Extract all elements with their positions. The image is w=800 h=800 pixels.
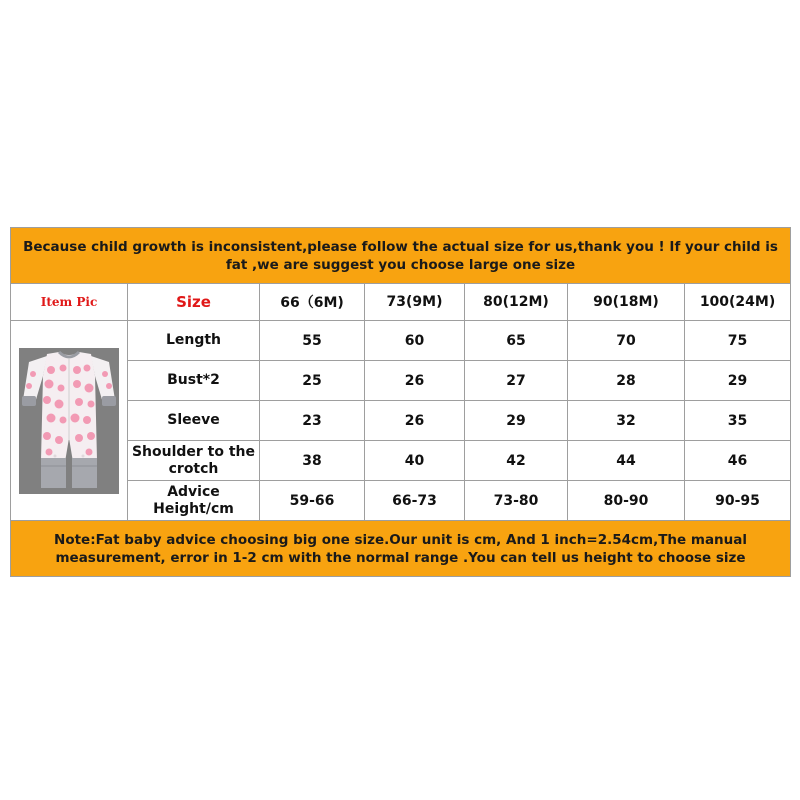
table-cell: 75 bbox=[685, 321, 791, 361]
bottom-note-banner: Note:Fat baby advice choosing big one size.Our unit is cm, And 1 inch=2.54cm,The manual measurement, error in 1-2 cm with the normal range .You can tell us height to choose size bbox=[11, 521, 791, 577]
table-row bbox=[11, 481, 791, 521]
table-cell: 25 bbox=[260, 361, 365, 401]
size-label: Size bbox=[128, 284, 260, 321]
row-label: Advice Height/cm bbox=[128, 481, 260, 521]
product-image-cell bbox=[11, 321, 128, 521]
table-cell: 42 bbox=[465, 441, 568, 481]
row-label: Sleeve bbox=[128, 401, 260, 441]
size-header-2: 73(9M) bbox=[365, 284, 465, 321]
table-row bbox=[11, 441, 791, 481]
size-chart-table bbox=[10, 227, 791, 577]
size-header-4: 90(18M) bbox=[568, 284, 685, 321]
table-cell: 27 bbox=[465, 361, 568, 401]
size-header-1: 66（6M) bbox=[260, 284, 365, 321]
table-row bbox=[11, 401, 791, 441]
item-pic-label: Item Pic bbox=[11, 284, 128, 321]
table-cell: 66-73 bbox=[365, 481, 465, 521]
table-cell: 28 bbox=[568, 361, 685, 401]
table-cell: 35 bbox=[685, 401, 791, 441]
table-cell: 60 bbox=[365, 321, 465, 361]
table-cell: 73-80 bbox=[465, 481, 568, 521]
table-cell: 29 bbox=[465, 401, 568, 441]
table-cell: 80-90 bbox=[568, 481, 685, 521]
row-label: Shoulder to the crotch bbox=[128, 441, 260, 481]
table-cell: 65 bbox=[465, 321, 568, 361]
table-cell: 32 bbox=[568, 401, 685, 441]
table-cell: 38 bbox=[260, 441, 365, 481]
top-note-banner: Because child growth is inconsistent,please follow the actual size for us,thank you ! If your child is fat ,we are suggest you choose large one size bbox=[11, 228, 791, 284]
table-cell: 70 bbox=[568, 321, 685, 361]
table-cell: 46 bbox=[685, 441, 791, 481]
size-header-5: 100(24M) bbox=[685, 284, 791, 321]
romper-illustration bbox=[19, 348, 119, 494]
table-cell: 59-66 bbox=[260, 481, 365, 521]
row-label: Bust*2 bbox=[128, 361, 260, 401]
table-cell: 55 bbox=[260, 321, 365, 361]
table-cell: 26 bbox=[365, 401, 465, 441]
table-cell: 40 bbox=[365, 441, 465, 481]
table-cell: 29 bbox=[685, 361, 791, 401]
table-cell: 26 bbox=[365, 361, 465, 401]
table-row bbox=[11, 321, 791, 361]
table-cell: 90-95 bbox=[685, 481, 791, 521]
size-header-3: 80(12M) bbox=[465, 284, 568, 321]
table-cell: 23 bbox=[260, 401, 365, 441]
row-label: Length bbox=[128, 321, 260, 361]
table-row bbox=[11, 361, 791, 401]
table-cell: 44 bbox=[568, 441, 685, 481]
header-row bbox=[11, 284, 791, 321]
romper-product-photo bbox=[19, 348, 119, 494]
